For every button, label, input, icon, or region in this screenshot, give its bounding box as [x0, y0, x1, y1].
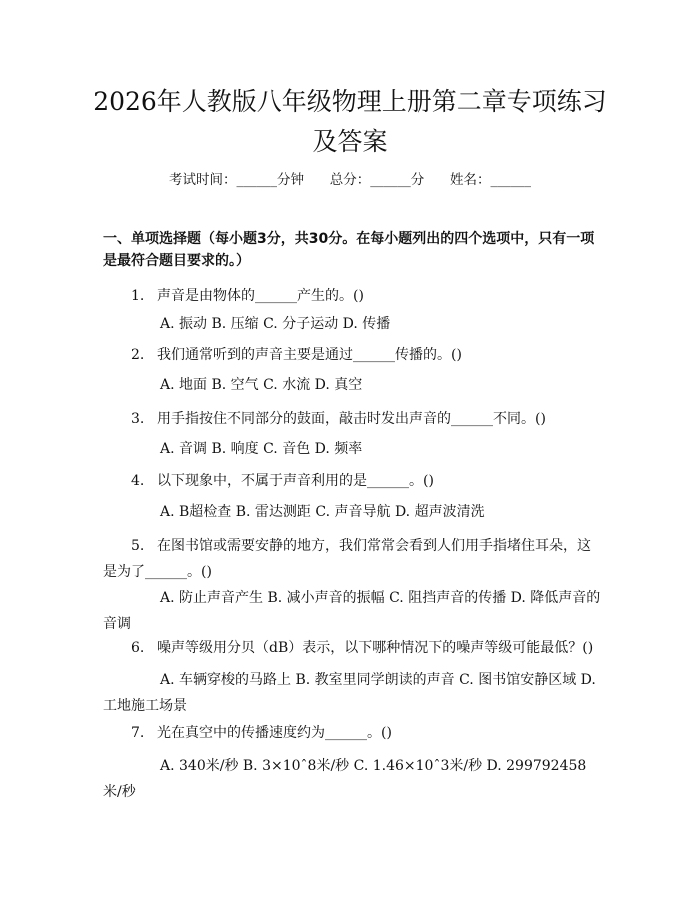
question-5-options: A. 防止声音产生 B. 减小声音的振幅 C. 阻挡声音的传播 D. 降低声音的音调: [103, 590, 601, 632]
question-text: 我们通常听到的声音主要是通过______传播的。(): [157, 347, 462, 363]
question-2-options: A. 地面 B. 空气 C. 水流 D. 真空: [160, 377, 363, 393]
question-text: 用手指按住不同部分的鼓面，敲击时发出声音的______不同。(): [157, 411, 546, 427]
question-number: 1.: [131, 288, 145, 304]
question-number: 7.: [131, 725, 145, 741]
question-4: [103, 468, 603, 494]
question-1: [103, 283, 603, 309]
exam-info-line: 考试时间：______分钟 总分：______分 姓名：______: [169, 172, 531, 188]
question-text: 以下现象中，不属于声音利用的是______。(): [157, 473, 434, 489]
question-text: 光在真空中的传播速度约为______。(): [157, 725, 392, 741]
question-number: 3.: [131, 411, 145, 427]
question-6-options: A. 车辆穿梭的马路上 B. 教室里同学朗读的声音 C. 图书馆安静区域 D. 工地施工场景: [103, 672, 596, 714]
question-2: [103, 342, 603, 368]
section-heading: 一、单项选择题（每小题3分，共30分。在每小题列出的四个选项中，只有一项是最符合题目要求的。）: [103, 231, 595, 269]
question-1-options: A. 振动 B. 压缩 C. 分子运动 D. 传播: [160, 316, 391, 332]
question-text: 声音是由物体的______产生的。(): [157, 288, 364, 304]
question-number: 6.: [131, 640, 145, 656]
question-text: 噪声等级用分贝（dB）表示，以下哪种情况下的噪声等级可能最低？(): [157, 640, 594, 656]
question-number: 2.: [131, 347, 145, 363]
question-3: [103, 406, 603, 432]
document-title: 2026年人教版八年级物理上册第二章专项练习及答案: [93, 87, 607, 156]
question-number: 5.: [131, 538, 145, 554]
question-3-options: A. 音调 B. 响度 C. 音色 D. 频率: [160, 441, 363, 457]
question-7-options: A. 340米/秒 B. 3×10ˆ8米/秒 C. 1.46×10ˆ3米/秒 D. 299792458米/秒: [103, 758, 587, 800]
question-4-options: A. B超检查 B. 雷达测距 C. 声音导航 D. 超声波清洗: [160, 504, 485, 520]
question-5: [103, 533, 603, 585]
question-text: 在图书馆或需要安静的地方，我们常常会看到人们用手指堵住耳朵，这是为了______。(): [103, 538, 591, 580]
question-7: [103, 720, 603, 746]
question-number: 4.: [131, 473, 145, 489]
question-6: [103, 635, 603, 661]
